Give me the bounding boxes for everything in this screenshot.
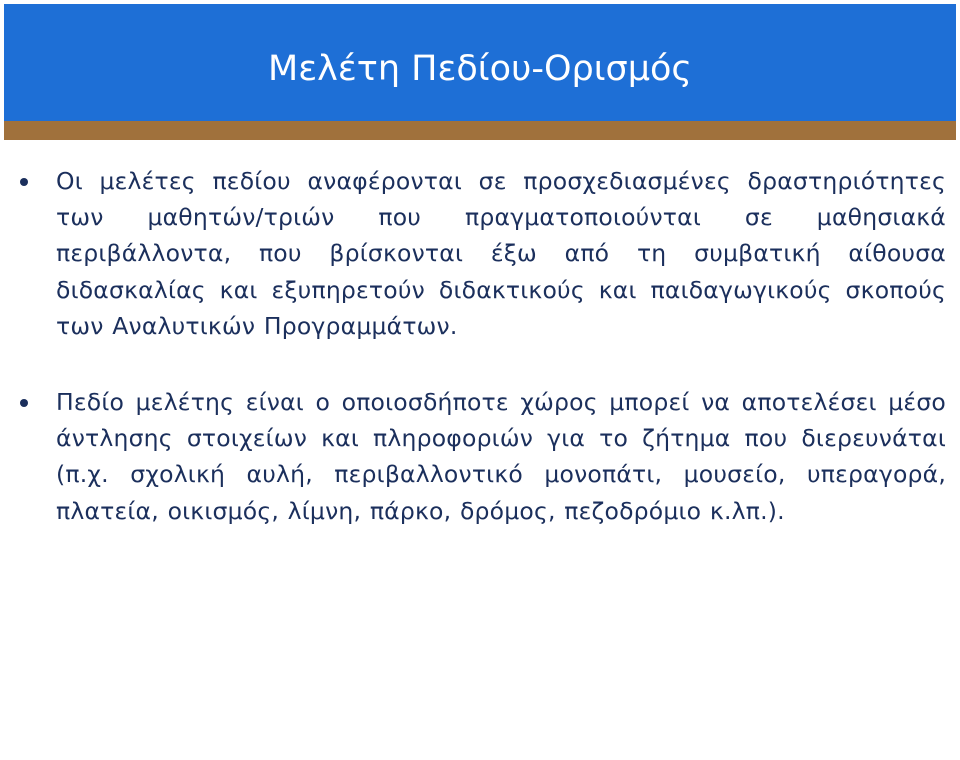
bullet-item [14,163,946,344]
footer-line: Παιδαγωγικό Ινστιτούτο, [405,715,577,732]
bullet-item [14,384,946,529]
slide-footer [306,688,676,760]
footer-line: Φεβρουάριος - Μάρτιος 2013 [387,739,595,756]
title-divider [4,121,956,140]
bullet-dot-icon [20,399,28,407]
bullet-text: Οι μελέτες πεδίου αναφέρονται σε προσχεδιασμένες δραστηριότητες των μαθητών/τριών που πραγματοποιούνται σε μαθησιακά περιβάλλοντα, που βρίσκονται έξω από τη συμβατική αίθουσα διδασκαλίας και εξυπηρετούν διδακτικούς και παιδαγωγικούς σκοπούς των Αναλυτικών Προγραμμάτων. [56,167,946,340]
bullet-dot-icon [20,178,28,186]
bullet-text: Πεδίο μελέτης είναι ο οποιοσδήποτε χώρος μπορεί να αποτελέσει μέσο άντλησης στοιχείων και πληροφοριών για το ζήτημα που διερευνάται (π.χ. σχολική αυλή, περιβαλλοντικό μονοπάτι, μουσείο, υπεραγορά, πλατεία, οικισμός, λίμνη, πάρκο, δρόμος, πεζοδρόμιο κ.λπ.). [56,388,946,525]
footer-line: Ομάδα Περιβαλλοντικής Εκπαίδευσης, [354,691,628,708]
slide-title: Μελέτη Πεδίου-Ορισμός [268,49,692,89]
bullet-list [14,163,946,529]
